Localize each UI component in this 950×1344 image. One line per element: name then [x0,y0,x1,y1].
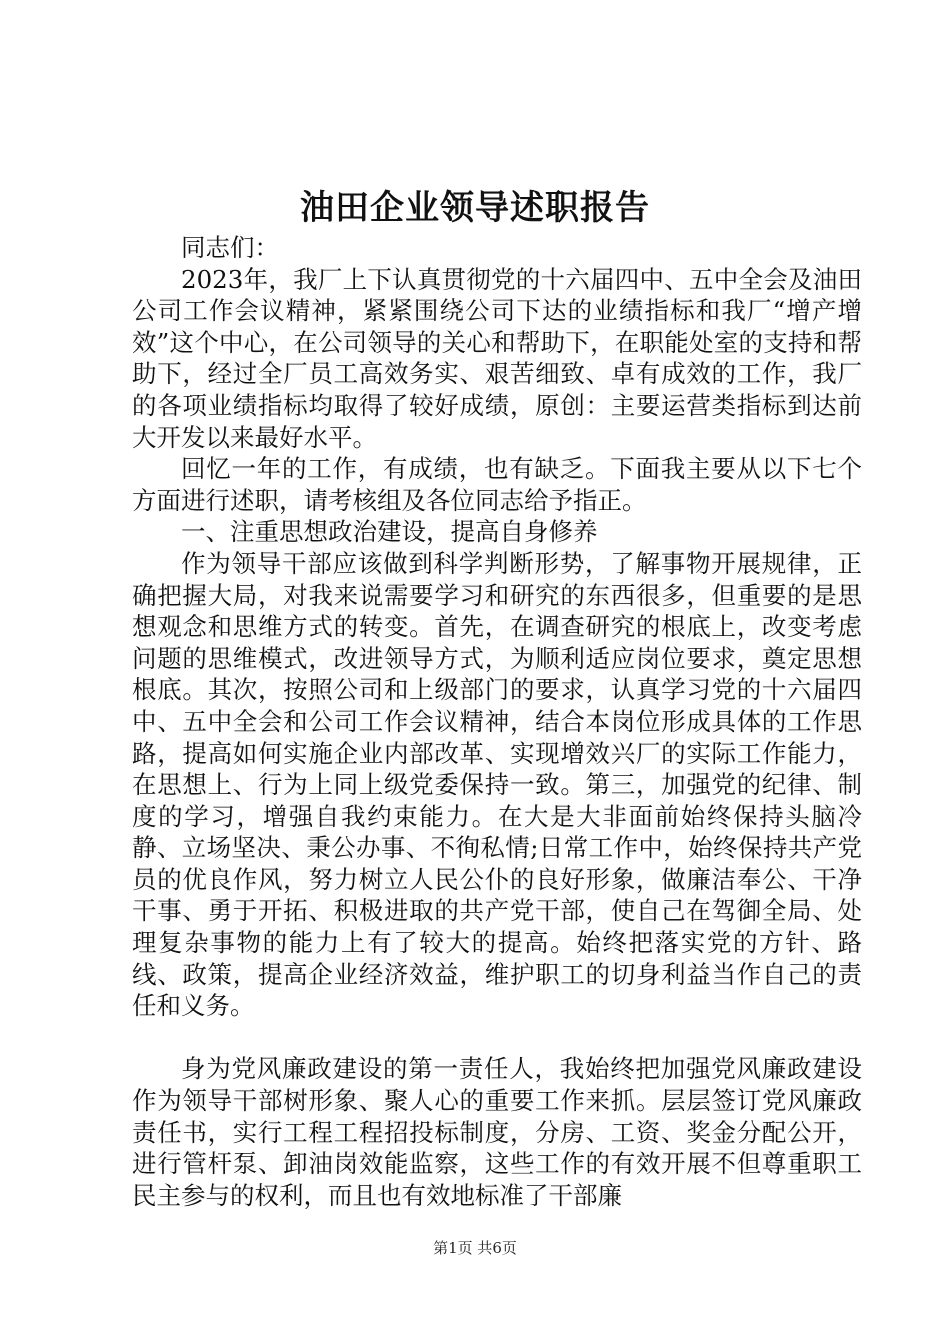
blank-line [132,1022,862,1054]
paragraph-review: 回忆一年的工作，有成绩，也有缺乏。下面我主要从以下七个方面进行述职，请考核组及各位同志给予指正。 [132,454,862,515]
page-footer: 第1页 共6页 [433,1239,517,1257]
document-title: 油田企业领导述职报告 [300,188,650,228]
paragraph-integrity: 身为党风廉政建设的第一责任人，我始终把加强党风廉政建设作为领导干部树形象、聚人心的重要工作来抓。层层签订党风廉政责任书，实行工程工程招投标制度，分房、工资、奖金分配公开，进行管杆泵、卸油岗效能监察，这些工作的有效开展不但尊重职工民主参与的权利，而且也有效地标准了干部廉 [132,1054,862,1210]
paragraph-intro: 2023年，我厂上下认真贯彻党的十六届四中、五中全会及油田公司工作会议精神，紧紧围绕公司下达的业绩指标和我厂“增产增效”这个中心，在公司领导的关心和帮助下，在职能处室的支持和帮助下，经过全厂员工高效务实、艰苦细致、卓有成效的工作，我厂的各项业绩指标均取得了较好成绩，原创：主要运营类指标到达前大开发以来最好水平。 [132,264,862,452]
paragraph-section-1: 作为领导干部应该做到科学判断形势，了解事物开展规律，正确把握大局，对我来说需要学习和研究的东西很多，但重要的是思想观念和思维方式的转变。首先，在调查研究的根底上，改变考虑问题的思维模式，改进领导方式，为顺利适应岗位要求，奠定思想根底。其次，按照公司和上级部门的要求，认真学习党的十六届四中、五中全会和公司工作会议精神，结合本岗位形成具体的工作思路，提高如何实施企业内部改革、实现增效兴厂的实际工作能力，在思想上、行为上同上级党委保持一致。第三，加强党的纪律、制度的学习，增强自我约束能力。在大是大非面前始终保持头脑冷静、立场坚决、秉公办事、不徇私情;日常工作中，始终保持共产党员的优良作风，努力树立人民公仆的良好形象，做廉洁奉公、干净干事、勇于开拓、积极进取的共产党干部，使自己在驾御全局、处理复杂事物的能力上有了较大的提高。始终把落实党的方针、路线、政策，提高企业经济效益，维护职工的切身利益当作自己的责任和义务。 [132,548,862,1021]
document-body [132,232,862,1211]
salutation: 同志们： [181,233,279,262]
section-heading-1: 一、注重思想政治建设，提高自身修养 [181,517,598,547]
